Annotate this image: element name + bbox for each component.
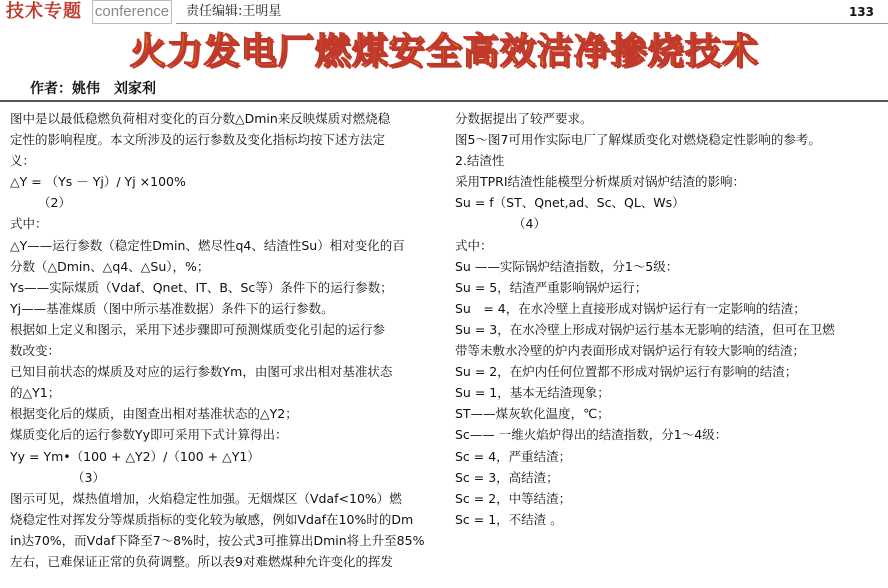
- text-line: 定性的影响程度。本文所涉及的运行参数及变化指标均按下述方法定: [10, 132, 386, 148]
- text-line: 式中：: [455, 237, 493, 253]
- text-line: Su = 2，在炉内任何位置都不形成对锅炉运行有影响的结渣；: [455, 364, 798, 380]
- text-line: 左右，已难保证正常的负荷调整。所以表9对难燃煤种允许变化的挥发: [10, 553, 393, 569]
- text-line: 带等未敷水冷壁的炉内表面形成对锅炉运行有较大影响的结渣；: [455, 343, 806, 359]
- header-rule: [176, 23, 888, 24]
- text-line: Su = 1，基本无结渣现象；: [455, 385, 610, 401]
- text-line: 式中：: [10, 216, 48, 232]
- article-title: 火力发电厂燃煤安全高效洁净掺烧技术: [129, 31, 759, 72]
- equation-number: （3）: [72, 469, 105, 485]
- conference-label: conference: [92, 0, 172, 24]
- text-line: 根据如上定义和图示，采用下述步骤即可预测煤质变化引起的运行参: [10, 321, 386, 337]
- page-header: [0, 0, 888, 24]
- subheading: 2.结渣性: [455, 153, 505, 169]
- equation-number: （2）: [38, 195, 71, 211]
- text-line: 图中是以最低稳燃负荷相对变化的百分数△Dmin来反映煤质对燃烧稳: [10, 111, 391, 126]
- text-line: △Y——运行参数（稳定性Dmin、燃尽性q4、结渣性Su）相对变化的百: [10, 237, 405, 253]
- text-line: 煤质变化后的运行参数Yy即可采用下式计算得出：: [10, 427, 288, 443]
- left-column: [10, 108, 442, 572]
- editor-credit: 责任编辑:王明星: [186, 4, 282, 19]
- text-line: ST——煤灰软化温度，℃；: [455, 406, 610, 422]
- formula-line: △Y = （Ys － Yj）/ Yj ×100%: [10, 174, 186, 190]
- text-line: 数改变：: [10, 343, 61, 359]
- text-line: Su = 3，在水冷壁上形成对锅炉运行基本无影响的结渣，但可在卫燃: [455, 321, 835, 337]
- text-line: 图示可见，煤热值增加，火焰稳定性加强。无烟煤区（Vdaf<10%）燃: [10, 490, 402, 506]
- article-authors: 作者：姚伟 刘家利: [30, 81, 156, 97]
- text-line: 图5～图7可用作实际电厂了解煤质变化对燃烧稳定性影响的参考。: [455, 132, 821, 148]
- text-line: Yj——基准煤质（图中所示基准数据）条件下的运行参数。: [10, 300, 334, 316]
- text-line: 分数（△Dmin、△q4、△Su），%；: [10, 258, 210, 274]
- text-line: Sc = 3，高结渣；: [455, 469, 559, 485]
- formula-line: Yy = Ym•（100 + △Y2）/（100 + △Y1）: [10, 448, 260, 464]
- title-divider: [0, 100, 888, 102]
- equation-number: （4）: [513, 216, 546, 232]
- text-line: 烧稳定性对挥发分等煤质指标的变化较为敏感，例如Vdaf在10%时的Dm: [10, 511, 414, 527]
- text-line: 义：: [10, 153, 36, 169]
- text-line: Sc = 2，中等结渣；: [455, 490, 572, 506]
- text-line: in达70%，而Vdaf下降至7～8%时，按公式3可推算出Dmin将上升至85%: [10, 532, 425, 548]
- text-line: Sc = 4，严重结渣；: [455, 448, 572, 464]
- page-number: 133: [848, 5, 874, 19]
- text-line: 分数据提出了较严要求。: [455, 111, 593, 126]
- text-line: 采用TPRI结渣性能模型分析煤质对锅炉结渣的影响：: [455, 174, 746, 190]
- text-line: Sc—— 一维火焰炉得出的结渣指数，分1～4级：: [455, 427, 728, 443]
- text-line: 已知目前状态的煤质及对应的运行参数Ym，由图可求出相对基准状态: [10, 364, 393, 380]
- section-tag: 技术专题: [6, 1, 82, 22]
- text-line: Sc = 1，不结渣 。: [455, 511, 563, 527]
- text-line: Su ——实际锅炉结渣指数，分1～5级：: [455, 258, 679, 274]
- text-line: 的△Y1；: [10, 385, 61, 401]
- text-line: Su = 5，结渣严重影响锅炉运行；: [455, 279, 648, 295]
- text-line: Ys——实际煤质（Vdaf、Qnet、IT、B、Sc等）条件下的运行参数；: [10, 279, 393, 295]
- right-column: [455, 108, 883, 530]
- formula-line: Su = f（ST、Qnet,ad、Sc、QL、Ws）: [455, 195, 685, 211]
- text-line: Su = 4，在水冷壁上直接形成对锅炉运行有一定影响的结渣；: [455, 300, 806, 316]
- text-line: 根据变化后的煤质，由图查出相对基准状态的△Y2；: [10, 406, 298, 422]
